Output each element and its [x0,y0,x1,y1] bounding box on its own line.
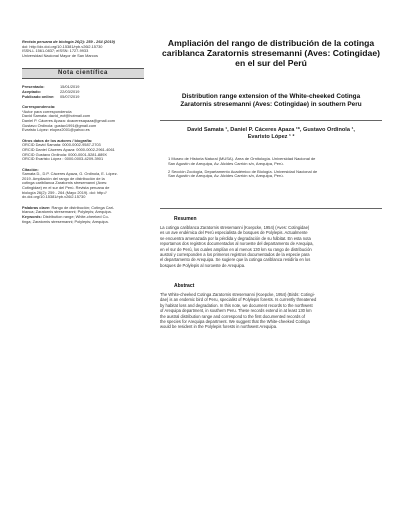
keywords-es-line: Rango de distribución; Cotinga Cari- [51,205,115,210]
abstract-text [160,292,382,330]
keywords-en-line: Distribution range; White-cheeked Co- [42,215,109,220]
correspondence-line[interactable]: Daniel P. Cáceres Apaza: dcaceresapaza@gmail.com [22,118,115,123]
affiliations [168,157,382,179]
authors-line: David Samata ¹, Daniel P. Cáceres Apaza ¹*, Gustavo Ordinola ¹, [187,127,355,133]
correspondence-line: *Autor para correspondencia [22,109,72,114]
correspondence-line[interactable]: Evaristo López: elopez2001@yahoo.es [22,128,90,133]
correspondence-block [22,105,144,133]
divider [160,208,382,209]
abstract-line: the austral distribution range and correspond to the first documented records of [160,313,306,319]
correspondence-line[interactable]: David Samata: david_ecf@hotmail.com [22,114,91,119]
orcid-line: ORCID Daniel Cáceres Apaza: 0000-0002-2961-4061 [22,147,115,152]
abstract-line: of Arequipa department, in southern Peru. These records extend in at least 130 km [160,308,312,314]
citation-line: Cotingidae) en el sur del Perú. Revista peruana de [22,186,110,191]
section-label: Nota científica [22,68,144,79]
citation-heading: Citación: [22,166,39,172]
abstract-section [160,283,382,330]
citation-line: biología 26(2): 259 - 264 (Mayo 2019). doi: http:// [22,190,107,195]
affiliation-line: 1 Museo de Historia Natural (MUSA). Área de Ornitología. Universidad Nacional de [168,157,316,161]
affiliation-line: San Agustín de Arequipa, Av. Alcides Carrión s/n, Arequipa, Perú. [168,161,284,166]
authors-line: Evaristo López ¹ ² [247,134,295,140]
affiliation-line: San Agustín de Arequipa, Av. Alcides Carrión s/n, Arequipa, Perú. [168,174,284,179]
abstract-line: The White-cheeked Cotinga Zaratornis stresemanni (Koepcke, 1954) (Birds: Cotingi- [160,292,315,297]
keywords-en-label: Keywords: [22,215,42,220]
date-label: Publicado online: [22,93,55,99]
affiliation-line: 2 Sección Zoología, Departamento Académico de Biología. Universidad Nacional de [168,169,318,174]
sidebar [22,40,144,224]
abstract-line: would be resident in the Polylepis forests in northwest Arequipa. [160,324,278,330]
title-es-line: en el sur del Perú [235,58,307,68]
orcid-line: ORCID Gustavo Ordinola: 0000-0001-5281-889X [22,152,107,157]
orcid-heading: Otros datos de los autores / biografía: [22,137,93,143]
orcid-block [22,139,144,162]
date-label: Presentado: [22,84,45,90]
title-en-line: Distribution range extension of the White-cheeked Cotinga [181,93,361,100]
resumen-line: el departamento de Arequipa. Se sugiere que la cotinga cariblanca residiría en los [160,257,311,263]
abstract-heading: Abstract [174,283,195,289]
journal-issn: ISSN-L 1561-0837; eISSN: 1727-9933 [22,49,89,54]
title-spanish [160,38,382,68]
date-value: 05/07/2019 [60,93,80,99]
resumen-line: reportamos dos registros documentados al noroeste del departamento de Arequipa, [160,241,314,247]
correspondence-heading: Correspondencia: [22,104,56,110]
citation-line: cotinga caribllanca Zaratornis stresemanni (Aves: [22,181,108,186]
resumen-line: austral y corresponden a los primeros registros documentados de la especie para [160,252,310,258]
resumen-line: La cotinga cariblanca Zaratornis stresemanni (Koepcke, 1954) (Aves: Cotingidae) [160,225,310,230]
orcid-line: ORCID David Samata: 0000-0002-9587-2703 [22,143,101,148]
authors [160,127,382,141]
keywords-es-label: Palabras clave: [22,205,51,210]
date-row [22,95,144,100]
date-value: 22/03/2019 [60,88,80,94]
citation-block [22,168,144,200]
citation-line: 2019. Ampliación del rango de distribución de la [22,176,105,181]
resumen-heading: Resumen [174,216,197,222]
citation-line: Samata D., D.P. Cáceres Apaza, G. Ordinola, E. López. [22,172,118,177]
resumen-line: es un ave endémica del Perú especialista de bosques de Polylepis. Actualmente [160,230,308,236]
resumen-section [160,216,382,268]
resumen-line: bosques de Polylepis al noroeste de Arequipa. [160,262,246,268]
abstract-line: by habitat loss and degradation. In this note, we document records to the northwest [160,302,313,308]
title-es-line: cariblanca Zaratornis stresemanni (Aves: Cotingidae) [162,48,380,58]
title-english [160,93,382,108]
keywords-block [22,206,144,224]
date-value: 15/01/2019 [60,84,80,90]
title-en-line: Zaratornis stresemanni (Aves: Cotingidae) in southern Peru [180,100,362,108]
dates-block [22,85,144,99]
keywords-en-line: tinga; Zaratornis stresemanni; Polylepis; Arequipa. [22,219,109,224]
divider [160,120,382,121]
resumen-line: en el sur de Perú, los cuales amplían en al menos 130 km su rango de distribución [160,246,312,252]
citation-line[interactable]: dx.doi.org/10.15381/rpb.v26i2.15730 [22,195,86,200]
resumen-line: se encuentra amenazada por la pérdida y degradación de su hábitat. En esta nota [160,235,311,241]
abstract-line: dae) is an endemic bird of Peru, specialist of Polylepis forests. Is currently threatened [160,297,317,303]
date-label: Aceptado: [22,88,42,94]
correspondence-line[interactable]: Gustavo Ordinola: gustav1991@gmail.com [22,123,97,128]
journal-citation: Revista peruana de biología 26(2): 259 - 264 (2019) [22,40,115,44]
keywords-es-line: blanca; Zaratornis stresemanni; Polylepis; Arequipa. [22,210,112,215]
resumen-text [160,225,382,268]
abstract-line: the species for Arequipa department. We suggest that the White-cheeked Cotinga [160,319,310,325]
journal-publisher: Universidad Nacional Mayor de San Marcos [22,53,98,58]
title-es-line: Ampliación del rango de distribución de la cotinga [167,38,375,48]
orcid-line: ORCID Evaristo López : 0000-0003-4209-3901 [22,157,104,162]
journal-doi[interactable]: doi: http://dx.doi.org/10.15381/rpb.v26i2.15730 [22,44,103,49]
